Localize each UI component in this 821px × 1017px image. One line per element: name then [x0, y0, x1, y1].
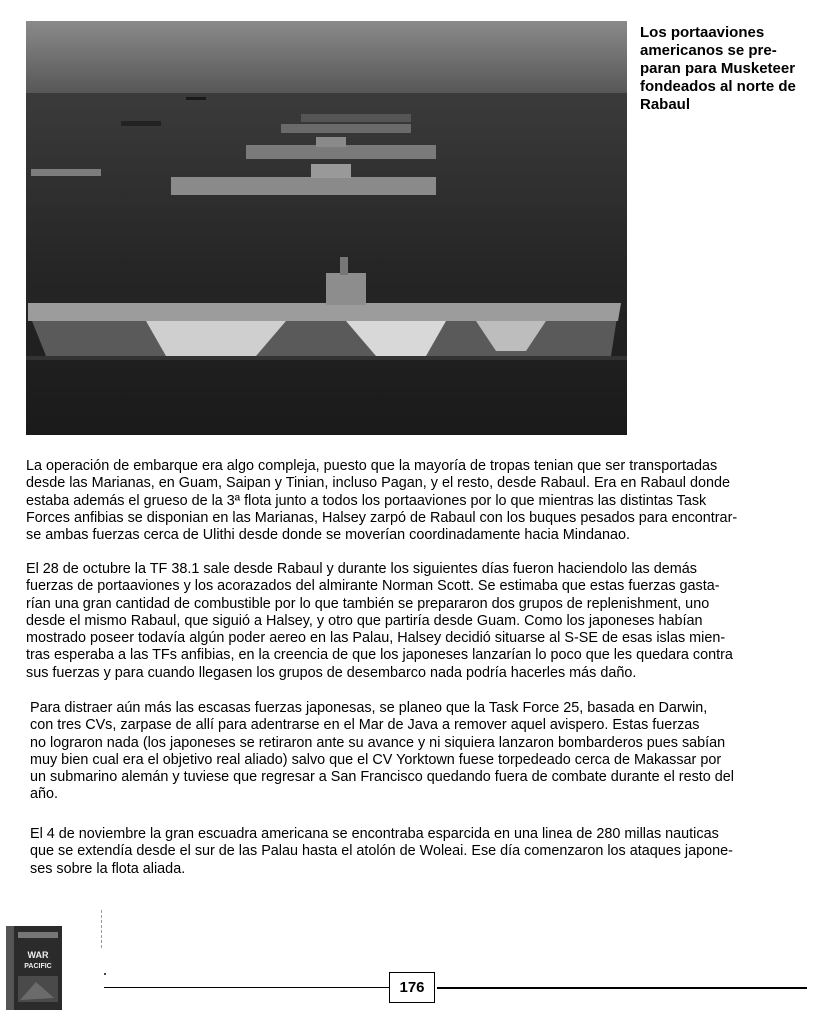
- photo-caption: Los portaaviones americanos se pre- paran para Musketeer fondeados al norte de Rabaul: [640, 24, 796, 113]
- carriers-photo-image: [26, 21, 627, 435]
- paragraph-2: El 28 de octubre la TF 38.1 sale desde Rabaul y durante los siguientes días fueron haciendolo las demás fuerzas de portaaviones y los acorazados del almirante Norman Scott. Se estimaba que estas fuerzas gasta- rían una gran cantidad de combustible por lo que también se prepararon dos grupos de replenishment, uno desde el mismo Rabaul, que siguió a Halsey, y otro que partiría desde Guam. Como los japoneses habían mostrado poseer todavía algún poder aereo en las Palau, Halsey decidió situarse al S-SE de esas islas mien- tras esperaba a las TFs anfibias, en la creencia de que los japoneses lanzarían lo poco que les quedara contra sus fuerzas y para cuando llegasen los grupos de desembarco nada podría hacerles más daño.: [26, 561, 733, 681]
- footer-rule-right: [437, 987, 807, 989]
- footer-rule-left: [104, 987, 389, 988]
- page-number: 176: [389, 972, 435, 1003]
- margin-dot: [104, 973, 106, 975]
- paragraph-4: El 4 de noviembre la gran escuadra americana se encontraba esparcida en una linea de 280 millas nauticas que se extendía desde el sur de las Palau hasta el atolón de Woleai. Ese día comenzaron los ataques japone- ses sobre la flota aliada.: [30, 826, 733, 877]
- paragraph-1: La operación de embarque era algo compleja, puesto que la mayoría de tropas tenian que ser transportadas desde las Marianas, en Guam, Saipan y Tinian, incluso Pagan, y el resto, desde Rabaul. Era en Rabaul donde estaba además el grueso de la 3ª flota junto a todos los portaaviones por lo que mientras las distintas Task Forces anfibias se disponian en las Marianas, Halsey zarpó de Rabaul con los buques pesados para encontrar- se ambas fuerzas cerca de Ulithi desde donde se moverían coordinadamente hacia Mindanao.: [26, 458, 738, 544]
- book-cover-title-line1: WAR: [27, 950, 49, 960]
- book-cover-thumbnail: [2, 924, 66, 1012]
- carriers-photo: [26, 21, 627, 435]
- paragraph-3: Para distraer aún más las escasas fuerzas japonesas, se planeo que la Task Force 25, basada en Darwin, con tres CVs, zarpase de allí para adentrarse en el Mar de Java a remover aquel avispero. Estas fuerzas no lograron nada (los japoneses se retiraron ante su avance y ni siquiera lanzaron bombarderos pues sabían muy bien cual era el objetivo real aliado) salvo que el CV Yorktown fuese torpedeado cerca de Makassar por un submarino alemán y tuviese que regresar a San Francisco quedando fuera de combate durante el resto del año.: [30, 700, 734, 803]
- book-cover-title-line2: PACIFIC: [24, 963, 52, 970]
- margin-dashed-line: [101, 910, 103, 948]
